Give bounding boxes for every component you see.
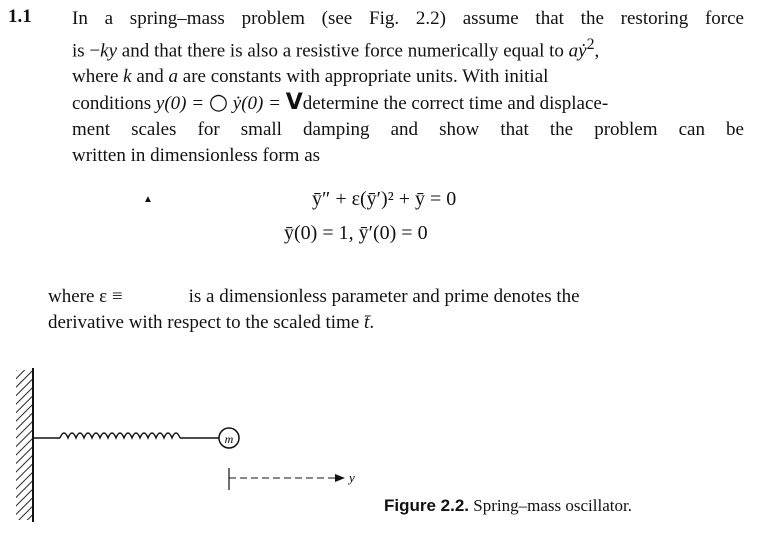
handwritten-v-mark: V	[285, 90, 303, 116]
handwritten-circle-mark: ○	[208, 90, 229, 116]
wall-hatching	[16, 370, 32, 520]
statement-line-4: conditions y(0) = ○ ẏ(0) = Vdetermine the correct time and displace-	[72, 90, 609, 116]
statement-line-5: ment scales for small damping and show that the problem can be	[72, 119, 744, 141]
y-axis-label: y	[349, 470, 355, 485]
mass-label: m	[224, 432, 234, 446]
epsilon-definition	[48, 284, 720, 336]
tail-line-2: derivative with respect to the scaled time t̄.	[48, 312, 375, 333]
statement-line-2: is −ky and that there is also a resistive force numerically equal to aẏ$^2$,	[72, 36, 600, 62]
problem-statement	[72, 6, 744, 169]
spring-coil	[60, 433, 180, 438]
statement-line-6: written in dimensionless form as	[72, 145, 321, 167]
y-axis-arrowhead	[335, 474, 345, 482]
equation-initial-conditions: ȳ(0) = 1, ȳ′(0) = 0	[284, 222, 428, 244]
tail-line-1: where ε ≡ is a dimensionless parameter and prime denotes the	[48, 286, 580, 307]
spring-mass-figure	[0, 360, 380, 560]
problem-number: 1.1	[8, 6, 32, 27]
statement-line-1: In a spring–mass problem (see Fig. 2.2) assume that the restoring force	[72, 8, 744, 29]
figure-caption: Figure 2.2. Spring–mass oscillator.	[384, 496, 632, 515]
equation-ode: ȳ″ + ε(ȳ′)² + ȳ = 0	[312, 188, 457, 210]
statement-line-3: where k and a are constants with appropriate units. With initial	[72, 66, 549, 88]
stray-dot: ▲	[143, 194, 153, 205]
